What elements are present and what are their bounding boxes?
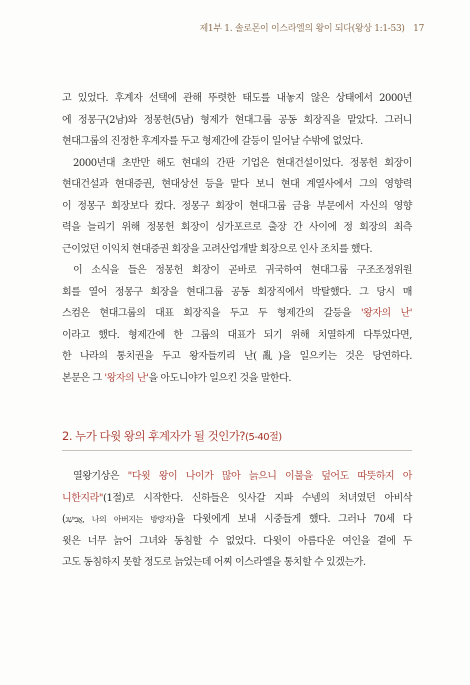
text-line: 근이었던 이익치 현대증권 회장을 고려산업개발 회장으로 인사 조치를 했다. [62, 243, 373, 255]
section-divider [62, 450, 412, 451]
text-line [62, 368, 412, 390]
scripture-quote: "다윗 왕이 나이가 많아 늙으니 이불을 덮어도 따뜻하지 아 [127, 471, 413, 482]
text-line: 에 정몽구(2남)와 정몽헌(5남) 형제가 현대그룹 공동 회장직을 맡았다. 그러니 [62, 114, 412, 126]
hebrew-word: אֲבִישַׁג [65, 515, 83, 524]
text-line: 현대그룹의 진정한 후계자를 두고 형제간에 갈등이 일어날 수밖에 없었다. [62, 136, 363, 147]
scripture-quote: 니한지라" [62, 492, 103, 504]
text-line [62, 466, 412, 488]
text-line: 회를 열어 정몽구 회장을 현대그룹 공동 회장직에서 박탈했다. 그 당시 매 [62, 286, 412, 298]
text-line [62, 488, 412, 510]
text-line: 력을 늘리기 위해 정몽헌 회장이 싱가포르로 출장 간 사이에 정 회장의 최측 [62, 222, 412, 233]
highlight-quote: '왕자의 난' [104, 372, 149, 384]
text-line [62, 509, 412, 531]
running-header [200, 21, 425, 34]
text-line: 고 있었다. 후계자 선택에 관해 뚜렷한 태도를 내놓지 않은 상태에서 2000년 [62, 93, 412, 104]
section-heading [62, 428, 282, 444]
text-line: 현대건설과 현대증권, 현대상선 등을 맡다 보니 현대 계열사에서 그의 영향력 [62, 179, 412, 190]
section-verses: (5-40절) [245, 432, 282, 443]
text-line: 이 소식을 들은 정몽헌 회장이 곧바로 귀국하여 현대그룹 구조조정위원 [73, 265, 412, 276]
text-span: 본문은 그 [62, 372, 105, 384]
text-line: 고도 동침하지 못할 정도로 늙었는데 어찌 이스라엘을 통치할 수 있겠는가. [62, 557, 366, 568]
hebrew-gloss: , 나의 아버지는 방랑자 [82, 515, 173, 524]
text-span: 스컴은 현대그룹의 대표 회장직을 두고 두 형제간의 갈등을 [62, 308, 361, 319]
section-title: 2. 누가 다윗 왕의 후계자가 될 것인가? [62, 429, 246, 443]
text-span: 열왕기상은 [73, 471, 128, 482]
text-span: 을 아도니야가 일으킨 것을 말한다. [148, 372, 292, 384]
text-line: 2000년대 초반만 해도 현대의 간판 기업은 현대건설이었다. 정몽헌 회장이 [73, 157, 412, 169]
text-line: 한 나라의 통치권을 두고 왕자들끼리 난(亂)을 일으키는 것은 당연하다. [62, 351, 412, 362]
text-span: 을 다윗에게 보내 시중들게 했다. 그러나 70세 다 [175, 514, 412, 525]
body-text-top [62, 88, 412, 389]
text-line: 이라고 했다. 형제간에 한 그룹의 대표가 되기 위해 치열하게 다투었다면, [62, 329, 412, 341]
text-line: 이 정몽구 회장보다 컸다. 정몽구 회장이 현대그룹 금융 부문에서 자신의 영향 [62, 200, 412, 212]
body-text-bottom [62, 466, 412, 574]
running-title: 제1부 1. 솔로몬이 이스라엘의 왕이 되다(왕상 1:1-53) [199, 24, 405, 34]
page-number: 17 [413, 24, 424, 34]
text-span: (1절)로 시작한다. 신하들은 잇사갈 지파 수넴의 처녀였던 아비삭 [103, 492, 412, 504]
highlight-quote: '왕자의 난' [360, 308, 412, 319]
text-line: 윗은 너무 늙어 그녀와 동침할 수 없었다. 다윗이 아름다운 여인을 곁에 두 [62, 535, 412, 547]
text-span: ) [172, 514, 176, 525]
text-span: ( [62, 514, 66, 525]
text-line [62, 303, 412, 325]
